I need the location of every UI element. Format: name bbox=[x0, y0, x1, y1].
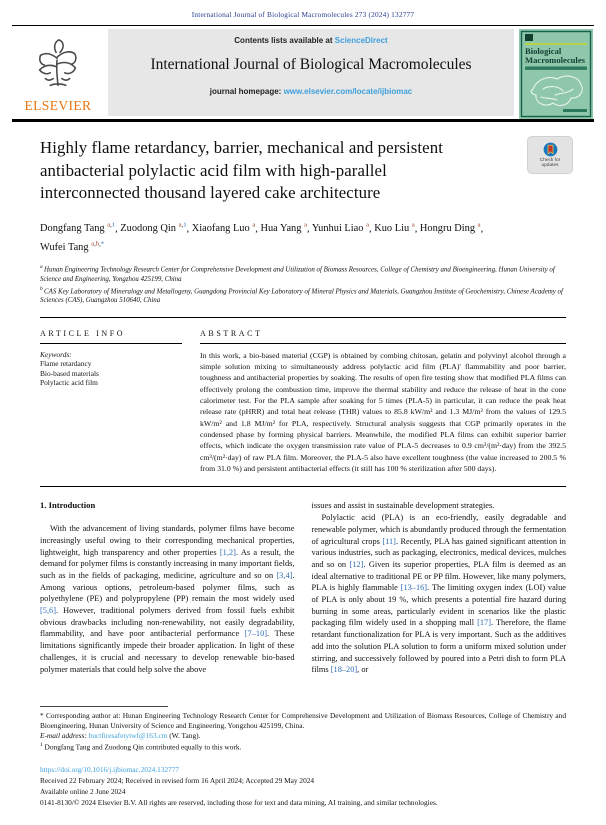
received-dates: Received 22 February 2024; Received in revised form 16 April 2024; Accepted 29 May 2024 bbox=[40, 775, 315, 785]
author-affiliation-marker[interactable]: a bbox=[178, 221, 182, 229]
citation-link[interactable]: [7–10] bbox=[244, 629, 268, 639]
author-affiliation-marker[interactable]: a bbox=[366, 221, 370, 229]
author-affiliation-marker[interactable]: 1 bbox=[111, 221, 116, 229]
author-affiliation-marker[interactable]: a bbox=[91, 240, 95, 248]
intro-paragraph-continuation: issues and assist in sustainable development strategies. bbox=[311, 501, 495, 511]
keyword: Bio-based materials bbox=[40, 368, 99, 378]
author-affiliation-marker[interactable]: a bbox=[411, 221, 415, 229]
abstract-heading: ABSTRACT bbox=[200, 329, 566, 344]
svg-text:Macromolecules: Macromolecules bbox=[525, 55, 585, 65]
svg-text:Biological: Biological bbox=[525, 46, 562, 56]
title-block bbox=[12, 137, 594, 205]
elsevier-wordmark: ELSEVIER bbox=[24, 98, 92, 113]
journal-homepage-line bbox=[114, 87, 508, 96]
intro-paragraph-1: With the advancement of living standards, polymer films have become increasingly useful owing to their corresponding mechanical properties, lightweight, high transparency and other properties [1,2]. As a result, the demand for polymer films is constantly increasing in many important fields, such as in the fields of packaging, medicine, agriculture and so on [3,4]. Among various options, petroleum-based polymer films, such as polyethylene (PE) and polypropylene (PP) remain the most widely used [5,6]. However, traditional polymers derived from fossil fuels exhibit obvious drawbacks including non-renewability, not easily degradability, flammability, and have poor antibacterial performance [7–10]. These limitations significantly impede their broader application. In light of these challenges, it is crucial and necessary to develop renewable bio-based polymer materials that could help solve the above bbox=[40, 524, 295, 674]
info-abstract-section bbox=[40, 317, 566, 488]
contributed-marker: 1 bbox=[40, 741, 43, 748]
check-for-updates-badge[interactable] bbox=[528, 137, 572, 173]
author-affiliation-marker[interactable]: 1 bbox=[183, 221, 187, 229]
masthead-center-panel bbox=[108, 29, 514, 116]
email-line bbox=[40, 731, 566, 741]
citation-link[interactable]: [12] bbox=[349, 559, 364, 569]
abstract-text: In this work, a bio-based material (CGP) is obtained by combing chitosan, gelatin and polyvinyl alcohol through a simple solution mixing to simultaneously address polylactic acid film (PLA)' flammability and poor barrier, toughness and antibacterial properties by soaking. The results of open fire testing show that modified PLA films can effectively prolong the combustion time, improve the thermal stability and reduce the release of heat in the cone calorimeter test. For the PLA sample after soaking for 5 times (PLA-5) in particular, it can reduce the peak heat release rate (pHRR) and total heat release (THR) values to 85.8 kW/m² and 1.3 MJ/m² from the values of 129.5 kW/m² and 1.8 MJ/m² for PLA, respectively. Structural analysis suggests that CGP primarily operates in the condensed phase by forming physical barriers. Meanwhile, the modified PLA films can exhibit superior barrier effects, which indicate the oxygen transmission rate value of PLA-5 decreases to 0.9 cm³/(m²·day) from the 392.5 cm³/(m²·day) of raw PLA film. Moreover, the PLA-5 also have excellent toughness (the value increased to 200.5 % from 31.0 %) and persistent antibacterial effects (it still has 100 % sterilization after 500 days). bbox=[200, 350, 566, 474]
author-affiliation-marker[interactable]: a bbox=[304, 221, 307, 229]
contributed-text: Dongfang Tang and Zuodong Qin contributed equally to this work. bbox=[44, 741, 242, 751]
affiliation: $^a$ Hunan Engineering Technology Research Center for Comprehensive Development and Utilization of Biomass Resources, College of Chemistry and Bioengineering, Hunan University of Science and Engineering, Yongzhou 425199, China bbox=[40, 264, 555, 284]
author: Hongru Ding $^a$ bbox=[419, 221, 481, 234]
citation-link[interactable]: [1,2] bbox=[219, 547, 236, 557]
section-heading-introduction: 1. Introduction bbox=[40, 500, 96, 511]
running-head-citation: International Journal of Biological Macromolecules 273 (2024) 132777 bbox=[191, 10, 415, 19]
citation-link[interactable]: [11] bbox=[382, 536, 396, 546]
keyword: Flame retardancy bbox=[40, 359, 92, 369]
affiliation-marker: a bbox=[40, 264, 45, 271]
intro-paragraph-2: Polylactic acid (PLA) is an eco-friendly, easily degradable and renewable polymer, which is abundantly produced through the fermentation of agricultural crops [11]. Recently, PLA has gained significant attention in various industries, such as packaging, electronics, medical devices, mulches and so on [12]. Given its superior properties, PLA film is deemed as an ideal alternative to traditional PE or PP film. However, like many polymers, PLA is highly flammable [13–16]. The limiting oxygen index (LOI) value of PLA is only about 19 %, which presents a potential fire hazard during burning in some areas, particularly evident in scenarios like the plastic packaging film widely used in a shopping mall [17]. Therefore, the flame retardant functionalization for PLA is very important. Such as the additives add into the solution PLA solution to form a uniform mixed solution under stirring, and successively followed by poured into a Petri dish to form PLA films [18–20], or bbox=[311, 513, 566, 675]
author: Hua Yang $^a$ bbox=[260, 221, 307, 234]
article-info-heading: ARTICLE INFO bbox=[40, 329, 182, 344]
abstract-column bbox=[200, 329, 566, 475]
page-body bbox=[12, 218, 594, 808]
citation-link[interactable]: [3,4] bbox=[276, 570, 293, 580]
author: Zuodong Qin $^{a,1}$ bbox=[120, 221, 187, 234]
homepage-url-link[interactable]: www.elsevier.com/locate/ijbiomac bbox=[283, 87, 413, 96]
article-title: Highly flame retardancy, barrier, mechanical and persistent antibacterial polylactic acid film with high-parallel interconnected thousand layered cake architecture bbox=[40, 138, 443, 202]
corresponding-author-note: * Corresponding author at: Hunan Engineering Technology Research Center for Comprehensive Development and Utilization of Biomass Resources, College of Chemistry and Bioengineering, Hunan University of Science and Engineering, Yongzhou 425199, China. bbox=[40, 711, 566, 731]
citation-link[interactable]: [17] bbox=[477, 618, 491, 628]
author: Xiaofang Luo $^a$ bbox=[191, 221, 256, 234]
email-tail: (W. Tang). bbox=[169, 730, 201, 740]
author: Dongfang Tang $^{a,1}$ bbox=[40, 221, 116, 234]
contents-list-label: Contents lists available at bbox=[234, 36, 333, 45]
affiliation-marker: b bbox=[40, 285, 45, 292]
email-label: E-mail address: bbox=[40, 730, 87, 740]
journal-masthead bbox=[12, 25, 594, 122]
citation-link[interactable]: [18–20] bbox=[330, 665, 358, 675]
affiliation-list bbox=[40, 263, 566, 305]
contributed-note bbox=[40, 741, 566, 752]
journal-cover-thumbnail[interactable] bbox=[518, 29, 594, 116]
introduction-section bbox=[40, 500, 566, 697]
homepage-label: journal homepage: bbox=[209, 87, 282, 96]
article-info-column bbox=[40, 329, 182, 475]
check-updates-label: Check for updates bbox=[539, 157, 561, 168]
footnote-divider bbox=[40, 706, 168, 707]
right-column bbox=[312, 500, 567, 697]
author-affiliation-marker[interactable]: * bbox=[100, 240, 105, 248]
author-affiliation-marker[interactable]: a bbox=[252, 221, 256, 229]
journal-cover-image bbox=[519, 29, 593, 119]
keywords-label: Keywords: bbox=[40, 349, 72, 359]
elsevier-tree-icon bbox=[27, 35, 89, 97]
contents-list-line bbox=[114, 36, 508, 45]
author-list: Dongfang Tang $^{a,1}$, Zuodong Qin $^{a,1}$, Xiaofang Luo $^a$, Hua Yang $^a$, Yunhui Liao $^a$, Kuo Liu $^a$, Hongru Ding $^a$, Wufei Tang $^{a,b,*}$ bbox=[40, 221, 484, 253]
left-column bbox=[40, 500, 295, 697]
sciencedirect-link[interactable]: ScienceDirect bbox=[334, 36, 388, 45]
available-online-date: Available online 2 June 2024 bbox=[40, 786, 126, 796]
footnote-block bbox=[40, 706, 566, 807]
email-link[interactable]: buctfiresafetytwf@163.cm bbox=[88, 730, 168, 740]
elsevier-logo bbox=[12, 29, 104, 116]
keywords-list bbox=[40, 359, 182, 388]
author: Wufei Tang $^{a,b,*}$ bbox=[40, 240, 105, 253]
author-affiliation-marker[interactable]: a bbox=[107, 221, 111, 229]
keyword: Polylactic acid film bbox=[40, 378, 98, 388]
author: Yunhui Liao $^a$ bbox=[311, 221, 370, 234]
citation-link[interactable]: [13–16] bbox=[400, 583, 428, 593]
author: Kuo Liu $^a$ bbox=[374, 221, 415, 234]
crossmark-icon bbox=[543, 142, 558, 157]
copyright-line: 0141-8130/© 2024 Elsevier B.V. All rights are reserved, including those for text and data mining, AI training, and similar technologies. bbox=[40, 797, 438, 807]
doi-link[interactable]: https://doi.org/10.1016/j.ijbiomac.2024.132777 bbox=[40, 764, 180, 774]
journal-title: International Journal of Biological Macromolecules bbox=[150, 56, 472, 73]
author-affiliation-marker[interactable]: a bbox=[477, 221, 481, 229]
affiliation: $^b$ CAS Key Laboratory of Mineralogy and Metallogeny, Guangdong Provincial Key Laboratory of Mineral Physics and Materials, Guangzhou Institute of Geochemistry, Chinese Academy of Sciences (CAS), Guangzhou 510640, China bbox=[40, 285, 563, 305]
author-affiliation-marker[interactable]: b bbox=[95, 240, 100, 248]
citation-link[interactable]: [5,6] bbox=[40, 606, 56, 616]
